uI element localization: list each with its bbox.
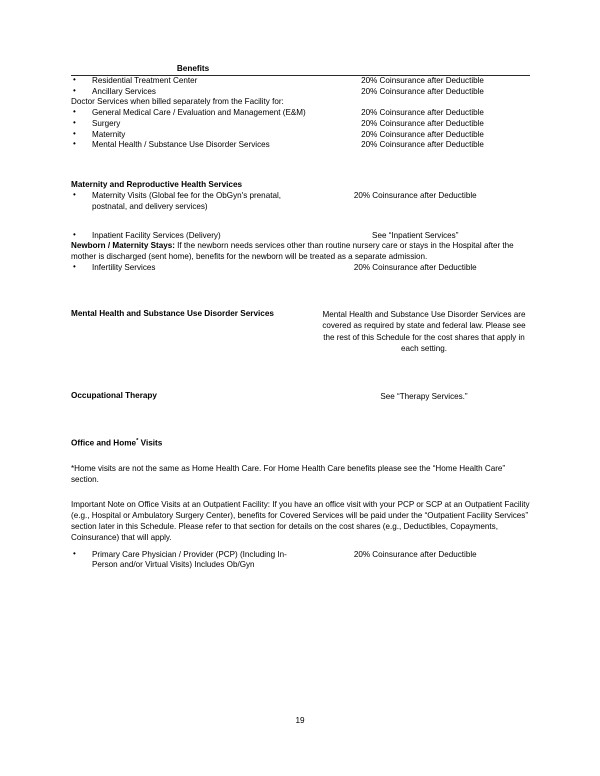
mental-health-inner-table [71,302,534,364]
section-title-row [71,430,530,459]
footnote-row [71,458,530,496]
important-note-office-visits: Important Note on Office Visits at an Outpatient Facility: If you have an office visit with your PCP or SCP at an Outpatient Facility (e.g., Hospital or Ambulatory Surgery Center), benefits for Covered Services will be paid under the “Outpatient Facility Services” section later in this Schedule. Please refer to that section for details on the cost shares (e.g., Deductibles, Copayments, Coinsurance) that will apply. [71,500,530,542]
benefit-label: Doctor Services when billed separately from the Facility for: [71,97,284,107]
table-row [71,191,530,231]
inpatient-services-block [71,64,530,160]
benefit-value: 20% Coinsurance after Deductible [361,140,484,150]
table-row [71,108,530,119]
benefit-value: 20% Coinsurance after Deductible [361,75,484,85]
benefit-value: 20% Coinsurance after Deductible [353,191,477,201]
benefit-label: • General Medical Care / Evaluation and Management (E&M) [71,108,315,119]
section-title-row [71,180,530,191]
newborn-maternity-note [71,241,530,263]
benefit-label: • Ancillary Services [71,87,315,98]
table-row [71,130,530,141]
occupational-therapy-block [71,384,530,409]
maternity-inner-table [71,180,530,282]
table-row [71,75,530,86]
section-gap [71,173,530,180]
table-row [71,119,530,130]
inpatient-inner-table [71,64,530,160]
newborn-note-row [71,241,530,263]
home-visits-footnote: *Home visits are not the same as Home Health Care. For Home Health Care benefits please see the “Home Health Care” section. [71,464,506,485]
benefit-label: • Primary Care Physician / Provider (PCP) (Including In-Person and/or Virtual Visits) Includes Ob/Gyn [71,550,301,572]
benefit-value: 20% Coinsurance after Deductible [353,549,477,559]
occupational-therapy-inner-table [71,384,534,409]
benefit-label: • Mental Health / Substance Use Disorder Services [71,140,315,151]
asterisk-icon: * [136,437,139,444]
benefit-label: • Maternity [71,130,315,141]
table-row [71,263,530,282]
benefit-value: 20% Coinsurance after Deductible [353,263,477,273]
office-home-visits-block [71,430,530,580]
section-gap [71,295,530,302]
table-row [71,97,530,108]
benefit-value: 20% Coinsurance after Deductible [361,129,484,139]
benefit-label: • Residential Treatment Center [71,76,315,87]
newborn-note-heading: Newborn / Maternity Stays: [71,241,175,251]
maternity-services-block [71,180,530,282]
benefit-value: 20% Coinsurance after Deductible [361,108,484,118]
benefit-value [315,97,530,108]
table-row [71,231,530,242]
page-number: 19 [295,716,305,725]
section-title-office-home-suffix: Visits [138,438,163,448]
important-note-row [71,496,530,550]
benefit-value: 20% Coinsurance after Deductible [361,86,484,96]
section-title-mental-health: Mental Health and Substance Use Disorder Services [71,308,274,318]
mental-health-block [71,302,530,364]
section-spacer [71,160,530,173]
section-title-occupational-therapy: Occupational Therapy [71,391,157,401]
section-title-office-home [71,430,530,459]
occupational-therapy-value: See “Therapy Services.” [380,392,468,402]
benefit-label: • Maternity Visits (Global fee for the ObGyn's prenatal, postnatal, and delivery services) [71,191,301,213]
table-header-row [71,64,530,75]
table-row [71,87,530,98]
benefit-value: 20% Coinsurance after Deductible [361,118,484,128]
section-spacer [71,410,530,423]
benefits-schedule-table [71,64,530,579]
section-spacer [71,364,530,377]
table-row [71,384,534,409]
benefit-label: • Surgery [71,119,315,130]
benefits-column-header: Benefits [176,64,210,73]
section-spacer [71,282,530,295]
value-column-header [315,64,530,75]
benefit-label: • Infertility Services [71,263,301,274]
benefit-value: See “Inpatient Services” [372,230,459,240]
benefit-label: • Inpatient Facility Services (Delivery) [71,231,301,242]
section-gap [71,377,530,384]
table-row [71,550,530,580]
table-row [71,302,534,364]
section-title-maternity: Maternity and Reproductive Health Services [71,180,243,190]
office-home-inner-table [71,430,530,580]
newborn-note-text: If the newborn needs services other than routine nursery care or stays in the Hospital after the mother is discharged (sent home), benefits for the newborn will be treated as a separate admission. [71,241,514,262]
section-gap [71,423,530,430]
section-title-office-home-text: Office and Home [71,438,137,448]
table-row [71,140,530,160]
mental-health-value: Mental Health and Substance Use Disorder Services are covered as required by state and federal law. Please see the rest of this Schedule for the cost shares that apply in each setting. [322,309,526,353]
